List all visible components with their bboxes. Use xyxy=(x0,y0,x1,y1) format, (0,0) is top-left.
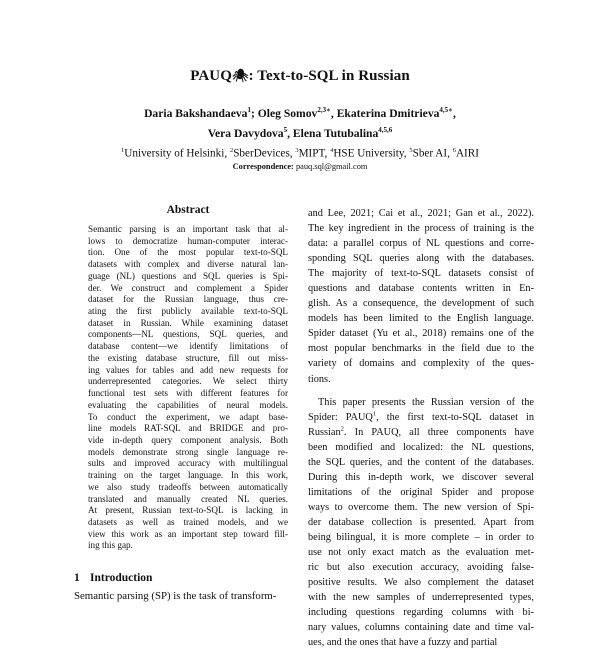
abstract-line: models demonstrate strong single language re- xyxy=(88,446,288,457)
body-line: models has been limited to the English language. xyxy=(308,313,534,325)
abstract-line: der. We construct and complement a Spider xyxy=(88,282,288,293)
correspondence-email[interactable]: pauq.sql@gmail.com xyxy=(295,162,368,171)
abstract-line: At present, Russian text-to-SQL is lacking in xyxy=(88,505,288,516)
body-line: questions and database contents written in En- xyxy=(308,283,534,295)
abstract-line: datasets with complex and diverse natural lan- xyxy=(88,259,288,270)
author-sep: , xyxy=(287,126,293,140)
author-name: Vera Davydova xyxy=(207,126,284,140)
abstract-line: sults and improved accuracy with multilingual xyxy=(88,458,288,469)
author-affil-sup: 4,5,6 xyxy=(378,125,393,134)
author-affil-sup: 4,5∗ xyxy=(439,106,454,114)
abstract-line: training on the target language. In this work, xyxy=(88,470,288,481)
title-suffix: : Text-to-SQL in Russian xyxy=(248,68,410,84)
body-line: The key ingredient in the process of training is the xyxy=(308,223,534,235)
body-line: The majority of text-to-SQL datasets consist of xyxy=(308,268,534,280)
affil-text: MIPT, xyxy=(298,147,331,160)
author-affil-sup: 2,3∗ xyxy=(317,106,331,114)
section-number: 1 xyxy=(74,572,80,584)
affil-sup: 4 xyxy=(330,147,334,154)
body-text: Spider: PAUQ xyxy=(308,411,373,423)
footnote-mark: 2 xyxy=(340,425,344,433)
abstract-line: tion. One of the most popular text-to-SQL xyxy=(88,247,288,258)
author-line-1 xyxy=(0,102,600,122)
footnote-mark: 1 xyxy=(372,410,377,418)
body-line: tions. xyxy=(308,373,331,385)
affil-sup: 2 xyxy=(229,147,234,154)
author-name: Oleg Somov xyxy=(257,106,318,120)
author-name: Daria Bakshandaeva xyxy=(144,106,248,120)
abstract-line: we also study tradeoffs between automatically xyxy=(88,481,288,492)
paper-title xyxy=(0,68,600,85)
abstract-body xyxy=(88,224,288,552)
intro-first-line: Semantic parsing (SP) is the task of transform- xyxy=(74,590,277,602)
spider-icon: 🕷 xyxy=(231,68,249,83)
body-line: nary values, columns containing date and time val- xyxy=(308,622,534,634)
correspondence-label: Correspondence: xyxy=(232,162,294,171)
body-line: being bilingual, it is more complete – in order to xyxy=(308,531,534,543)
abstract-line: ing this gap. xyxy=(88,540,133,551)
body-line: ues, and the ones that have a fuzzy and partial xyxy=(308,637,498,649)
body-line: with the new samples of underrepresented types, xyxy=(308,592,534,604)
author-sep: , xyxy=(330,106,337,120)
author-affil-sup: 5 xyxy=(283,125,288,134)
affil-text: AIRI xyxy=(455,147,479,160)
abstract-line: evaluating the capabilities of neural models. xyxy=(88,399,288,410)
abstract-heading: Abstract xyxy=(166,204,210,216)
affil-text: HSE University, xyxy=(333,147,410,160)
body-line: use not only exact match as the evaluation met- xyxy=(308,547,534,559)
abstract-line: ing values for tables and add new requests for xyxy=(88,364,288,375)
body-line: limitations of the original Spider and propose xyxy=(308,486,534,498)
body-line: sponding SQL queries along with the databases. xyxy=(308,253,534,265)
body-line: glish. As a consequence, the development of such xyxy=(308,298,534,310)
author-affil-sup: 1 xyxy=(247,106,251,114)
section-heading-introduction xyxy=(74,572,152,584)
abstract-line: view this work as an important step toward fill- xyxy=(88,528,288,539)
affil-sup: 5 xyxy=(409,147,413,154)
body-line: positive results. We also complement the dataset xyxy=(308,577,534,589)
author-sep: , xyxy=(453,106,456,120)
body-text: . In PAUQ, all three components have xyxy=(343,426,534,438)
body-line xyxy=(308,425,534,440)
abstract-line: vide in-depth query component analysis. Both xyxy=(88,434,288,445)
affil-text: University of Helsinki, xyxy=(124,147,230,160)
abstract-line: datasets as well as trained models, and we xyxy=(88,516,288,527)
body-line: der database collection is presented. Apart from xyxy=(308,516,534,528)
author-name: Ekaterina Dmitrieva xyxy=(336,106,440,120)
abstract-line: lows to democratize human-computer interac- xyxy=(88,235,288,246)
affil-text: SberDevices, xyxy=(233,147,296,160)
right-column-text xyxy=(308,206,534,650)
body-line: Spider dataset (Yu et al., 2018) remains one of the xyxy=(308,328,534,340)
abstract-line: ating the first publicly available text-to-SQL xyxy=(88,306,288,317)
author-name: Elena Tutubalina xyxy=(292,126,379,140)
body-line: During this in-depth work, we discover several xyxy=(308,471,534,483)
body-line: This paper presents the Russian version of the xyxy=(318,396,534,408)
abstract-line: the existing database structure, fill out miss- xyxy=(88,352,288,363)
abstract-line: underrepresented categories. We select thirty xyxy=(88,376,288,387)
body-line: variety of domains and complexity of the ques- xyxy=(308,358,534,370)
abstract-line: line models RAT-SQL and BRIDGE and pro- xyxy=(88,423,288,434)
abstract-line: functional test sets with different features for xyxy=(88,388,288,399)
body-line: data: a parallel corpus of NL questions and corre- xyxy=(308,238,534,250)
abstract-line: database content—we identify limitations of xyxy=(88,341,288,352)
affil-sup: 1 xyxy=(121,147,125,154)
affil-sup: 6 xyxy=(452,147,456,154)
body-line: and Lee, 2021; Cai et al., 2021; Gan et al., 2022). xyxy=(308,208,534,219)
body-line: ric but also execution accuracy, avoiding false- xyxy=(308,562,534,574)
abstract-line: To conduct the experiment, we adapt base- xyxy=(88,411,288,422)
abstract-line: translated and manually created NL queries. xyxy=(88,493,288,504)
section-title: Introduction xyxy=(90,572,153,584)
title-prefix: PAUQ xyxy=(190,68,232,84)
body-line: been modified and localized: the NL questions, xyxy=(308,441,534,453)
author-line-2 xyxy=(0,122,600,142)
body-line: including questions regarding columns with bi- xyxy=(308,607,534,619)
body-line xyxy=(308,410,534,425)
abstract-line: components—NL questions, SQL queries, and xyxy=(88,329,288,340)
affil-text: Sber AI, xyxy=(412,147,453,160)
abstract-line: Semantic parsing is an important task that al- xyxy=(88,224,288,234)
body-line: most popular benchmarks in the field due to the xyxy=(308,343,534,355)
author-sep: ; xyxy=(250,106,258,120)
body-text: , the first text-to-SQL dataset in xyxy=(376,411,534,423)
author-list xyxy=(0,102,600,142)
abstract-line: guage (NL) questions and SQL queries is Spi- xyxy=(88,270,288,281)
body-line: ways to overcome them. The new version of Spi- xyxy=(308,501,534,513)
body-line: the SQL queries, and the content of the databases. xyxy=(308,456,534,468)
abstract-line: dataset for the Russian language, thus cre- xyxy=(88,294,288,305)
affiliations xyxy=(0,144,600,161)
correspondence xyxy=(0,162,600,171)
abstract-line: dataset in Russian. While examining dataset xyxy=(88,317,288,328)
affil-sup: 3 xyxy=(295,147,299,154)
body-text: Russian xyxy=(308,426,341,438)
paragraph-gap xyxy=(308,387,534,395)
